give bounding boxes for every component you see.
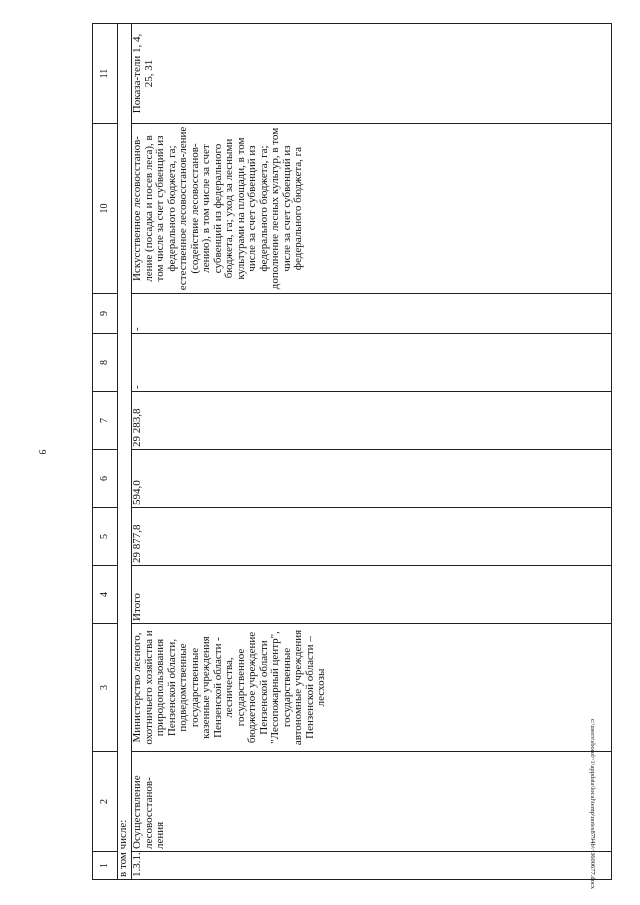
subheader-row — [118, 24, 132, 880]
column-header: 3 — [93, 624, 118, 752]
column-header: 6 — [93, 450, 118, 508]
rotated-table-page — [92, 24, 612, 890]
subheader-label: в том числе: — [118, 24, 132, 880]
column-header: 9 — [93, 294, 118, 334]
value-col9: - — [132, 294, 612, 334]
column-number-row — [93, 24, 118, 880]
indicators-cell: Искусственное лесовосстанов-ление (посадка и посев леса), в том числе за счет субвенций из федерального бюджета, га; естественное лесовосстанов-ление (содействие лесовосстанов-лению), в том числе за счет субвенций из федерального бюджета, га; уход за лесными культурами на площади, в том числе за счет субвенций из федерального бюджета, га; дополнение лесных культур, в том числе за счет субвенций из федерального бюджета, га — [132, 124, 612, 294]
program-table — [92, 23, 612, 890]
value-col7: 29 283,8 — [132, 392, 612, 450]
table-row — [132, 24, 612, 880]
footer-file-path: c:\users\sborol~1\appdata\local\temp\notes8794b\~3600677.docx — [589, 719, 596, 890]
funding-source: Итого — [132, 566, 612, 624]
column-header: 1 — [93, 852, 118, 880]
column-header: 4 — [93, 566, 118, 624]
value-col6: 594,0 — [132, 450, 612, 508]
column-header: 7 — [93, 392, 118, 450]
column-header: 8 — [93, 334, 118, 392]
measure-name: Осуществление лесовосстанов-ления — [132, 752, 612, 852]
page-number: 9 — [36, 449, 47, 455]
column-header: 10 — [93, 124, 118, 294]
column-header: 2 — [93, 752, 118, 852]
value-col8: - — [132, 334, 612, 392]
indicator-reference: Показа-тели 1, 4, 25, 31 — [132, 24, 612, 124]
row-number: 1.3.1. — [132, 852, 612, 880]
executors-cell: Министерство лесного, охотничьего хозяйства и природопользования Пензенской области, подведомственные государственные казенные учреждения Пензенской области - лесничества, государственное бюджетное учреждение Пензенской области "Лесопожарный центр", государственные автономные учреждения Пензенской области – лесхозы — [132, 624, 612, 752]
column-header: 11 — [93, 24, 118, 124]
column-header: 5 — [93, 508, 118, 566]
value-col5: 29 877,8 — [132, 508, 612, 566]
